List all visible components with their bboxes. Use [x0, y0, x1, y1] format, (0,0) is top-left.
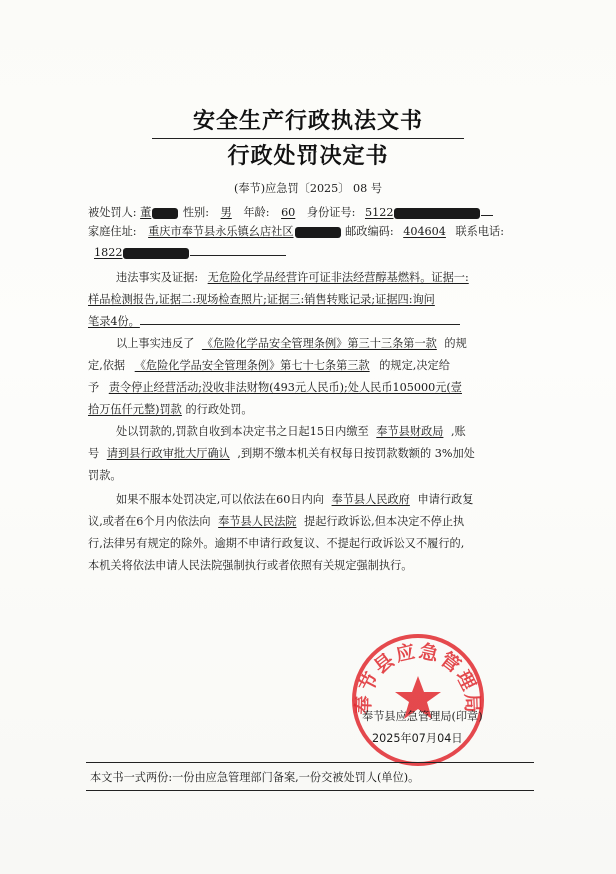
facts-line-3	[88, 314, 460, 330]
seal-text: 奉节县应急管理局	[352, 640, 484, 715]
facts-label: 违法事实及证据:	[116, 271, 199, 284]
penalty-text-a: 责令停止经营活动;没收非法财物(493元人民币);处人民币105000元(壹	[108, 381, 462, 394]
facts-text-1: 无危险化学品经营许可证非法经营醇基燃料。证据一:	[207, 271, 469, 284]
redaction-mark	[123, 248, 189, 259]
id-value: 5122	[364, 206, 394, 219]
document-number: (奉节)应急罚〔2025〕 08 号	[233, 182, 383, 195]
lawsuit-suffix: 提起行政诉讼,但本决定不停止执	[304, 515, 465, 528]
underline-blank	[481, 215, 493, 216]
payment-suffix: ,账	[451, 425, 466, 438]
penalty-suffix: 的行政处罚。	[185, 403, 253, 416]
underline-blank	[190, 255, 286, 256]
account-label: 号	[88, 447, 100, 460]
postal-value: 404604	[403, 225, 446, 238]
contact-label: 联系电话:	[455, 225, 505, 238]
signing-date: 2025年07月04日	[372, 732, 463, 745]
payment-line-1	[116, 424, 466, 440]
redaction-mark	[152, 208, 178, 219]
footer-note: 本文书一式两份:一份由应急管理部门备案,一份交被处罚人(单位)。	[90, 771, 420, 784]
redaction-mark	[394, 208, 480, 219]
document-title-main: 安全生产行政执法文书	[192, 109, 423, 134]
account-value: 请到县行政审批大厅确认	[106, 447, 230, 460]
appeal-suffix: 申请行政复	[417, 493, 474, 506]
party-info-line	[88, 205, 493, 221]
violation-prefix: 以上事实违反了	[116, 337, 195, 350]
postal-label: 邮政编码:	[345, 225, 394, 238]
violation-line-4	[88, 402, 253, 418]
violation-suffix: 的规	[444, 337, 467, 350]
payment-late-fee: ,到期不缴本机关有权每日按罚款数额的 3%加处	[237, 447, 475, 460]
age-value: 60	[281, 206, 296, 219]
facts-text-3: 笔录4份。	[88, 315, 140, 328]
payment-office: 奉节县财政局	[376, 425, 444, 438]
phone-value: 1822	[94, 246, 123, 259]
phone-line	[88, 245, 286, 261]
age-label: 年龄:	[243, 206, 270, 219]
appeal-court: 奉节县人民法院	[218, 515, 297, 528]
gender-value: 男	[220, 206, 232, 219]
appeal-line-4: 本机关将依法申请人民法院强制执行或者依照有关规定强制执行。	[88, 559, 413, 572]
appeal-government: 奉节县人民政府	[331, 493, 410, 506]
violation-line-1	[116, 336, 467, 352]
id-label: 身份证号:	[306, 206, 356, 219]
penalty-text-b: 拾万伍仟元整)罚款	[88, 403, 182, 416]
payment-line-2	[88, 446, 475, 462]
official-seal	[348, 630, 488, 770]
signing-organization: 奉节县应急管理局(印章)	[362, 710, 483, 723]
address-line	[88, 224, 504, 240]
appeal-prefix: 如果不服本处罚决定,可以依法在60日内向	[116, 493, 324, 506]
basis-suffix: 的规定,决定给	[379, 359, 450, 372]
party-name-label: 被处罚人:	[88, 206, 137, 219]
redaction-mark	[295, 227, 341, 238]
facts-line-1	[116, 270, 469, 286]
penalty-prefix: 予	[88, 381, 100, 394]
gender-label: 性别:	[182, 206, 210, 219]
violation-line-2	[88, 358, 450, 374]
party-name: 董	[140, 206, 152, 219]
address-label: 家庭住址:	[88, 225, 137, 238]
facts-text-2: 样品检测报告,证据二:现场检查照片;证据三:销售转账记录;证据四:询问	[88, 293, 435, 306]
lawsuit-prefix: 议,或者在6个月内依法向	[88, 515, 211, 528]
payment-prefix: 处以罚款的,罚款自收到本决定书之日起15日内缴至	[116, 425, 369, 438]
document-title-sub: 行政处罚决定书	[227, 144, 389, 169]
address-value: 重庆市奉节县永乐镇幺店社区	[148, 225, 294, 238]
basis-law: 《危险化学品安全管理条例》第七十七条第三款	[134, 359, 370, 372]
basis-prefix: 定,依据	[88, 359, 126, 372]
footer-divider	[86, 790, 534, 791]
appeal-line-1	[116, 492, 473, 508]
violation-line-3	[88, 380, 462, 396]
footer-divider	[86, 762, 534, 763]
violated-law: 《危险化学品安全管理条例》第三十三条第一款	[201, 337, 437, 350]
appeal-line-3: 行,法律另有规定的除外。逾期不申请行政复议、不提起行政诉讼又不履行的,	[88, 537, 465, 550]
payment-line-3: 罚款。	[88, 469, 122, 482]
appeal-line-2	[88, 514, 464, 530]
underline-blank	[140, 324, 460, 325]
